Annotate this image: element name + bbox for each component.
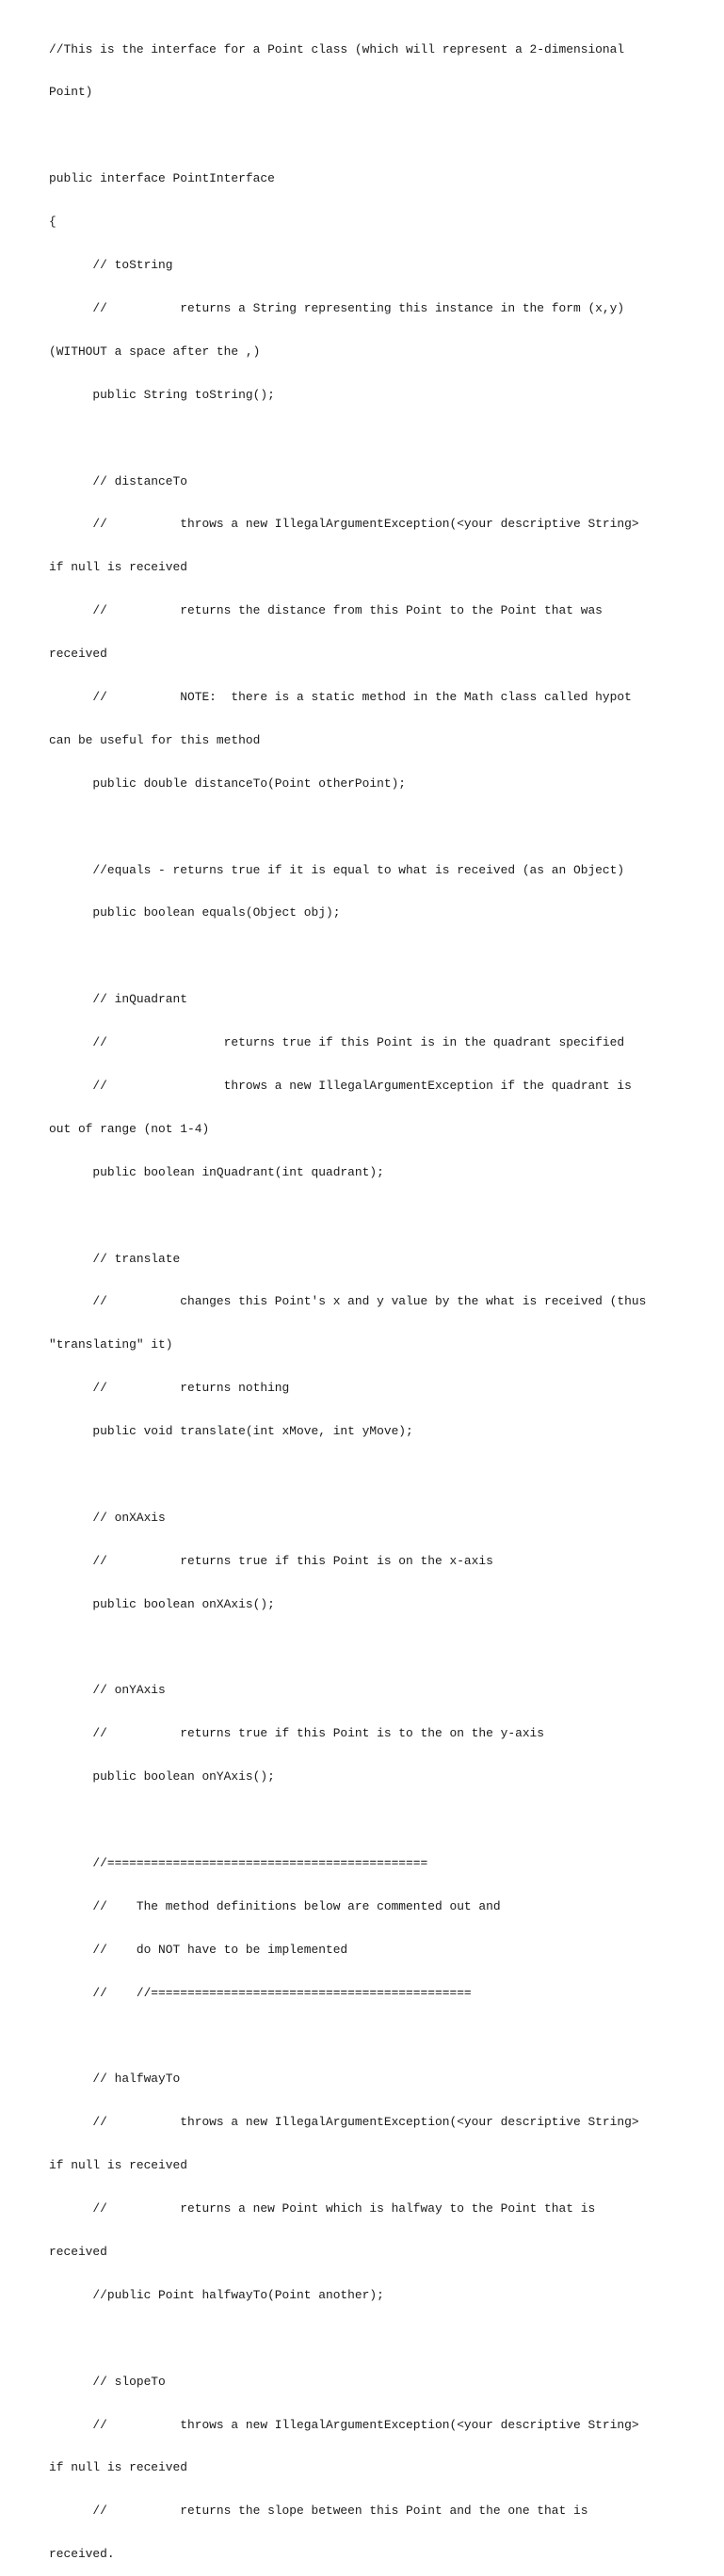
code-line: // throws a new IllegalArgumentException(<your descriptive String> [49, 517, 639, 532]
code-line: // toString [49, 258, 173, 273]
code-line [49, 2029, 708, 2043]
code-line: // onXAxis [49, 1510, 166, 1525]
code-line: public String toString(); [49, 387, 275, 402]
code-line: public boolean onYAxis(); [49, 1769, 275, 1784]
code-line: // returns true if this Point is to the on the y-axis [49, 1726, 545, 1741]
code-line: out of range (not 1-4) [49, 1121, 210, 1136]
code-line: // returns true if this Point is in the quadrant specified [49, 1035, 625, 1050]
code-line: can be useful for this method [49, 732, 261, 747]
code-line: received [49, 647, 107, 662]
code-line: //public Point halfwayTo(Point another); [49, 2287, 384, 2302]
code-line [49, 820, 708, 834]
code-line: public void translate(int xMove, int yMove); [49, 1424, 413, 1439]
code-line: Point) [49, 85, 93, 100]
code-line: // The method definitions below are commented out and [49, 1898, 501, 1913]
code-line: // onYAxis [49, 1683, 166, 1698]
code-line: // NOTE: there is a static method in the Math class called hypot [49, 689, 632, 704]
code-line: public double distanceTo(Point otherPoint); [49, 776, 407, 791]
code-line [49, 1640, 708, 1655]
code-line: //This is the interface for a Point class (which will represent a 2-dimensional [49, 41, 625, 56]
code-line: // slopeTo [49, 2374, 166, 2389]
code-line: // returns a new Point which is halfway to the Point that is [49, 2201, 596, 2216]
code-line: if null is received [49, 560, 187, 575]
code-line: // returns nothing [49, 1381, 290, 1396]
code-line [49, 2331, 708, 2345]
code-line [49, 1467, 708, 1481]
code-line: (WITHOUT a space after the ,) [49, 344, 261, 359]
code-line [49, 128, 708, 142]
code-line: // //============================================ [49, 1985, 472, 2000]
code-document [49, 13, 708, 2576]
code-line: //============================================ [49, 1856, 428, 1870]
code-line: public boolean equals(Object obj); [49, 905, 341, 920]
code-line: // returns true if this Point is on the x-axis [49, 1553, 493, 1568]
code-line: // returns a String representing this instance in the form (x,y) [49, 300, 625, 315]
code-line: // inQuadrant [49, 992, 187, 1007]
code-line [49, 1813, 708, 1827]
code-line: if null is received [49, 2158, 187, 2173]
code-line: // throws a new IllegalArgumentException if the quadrant is [49, 1078, 632, 1093]
code-line: public interface PointInterface [49, 171, 275, 186]
code-line: public boolean inQuadrant(int quadrant); [49, 1164, 384, 1179]
code-line: // changes this Point's x and y value by the what is received (thus [49, 1294, 647, 1309]
code-line: // do NOT have to be implemented [49, 1942, 348, 1957]
code-line: // translate [49, 1251, 181, 1266]
code-line: //equals - returns true if it is equal to what is received (as an Object) [49, 862, 625, 877]
code-line [49, 431, 708, 445]
code-line: if null is received [49, 2460, 187, 2475]
code-line: // throws a new IllegalArgumentException(<your descriptive String> [49, 2417, 639, 2432]
code-line: { [49, 215, 56, 230]
code-line: // throws a new IllegalArgumentException(<your descriptive String> [49, 2115, 639, 2130]
code-line: // returns the slope between this Point and the one that is [49, 2504, 588, 2519]
code-line: "translating" it) [49, 1337, 173, 1352]
code-line: // distanceTo [49, 473, 187, 488]
code-line: received [49, 2245, 107, 2260]
code-line [49, 1208, 708, 1223]
code-line: received. [49, 2547, 115, 2562]
code-line: // halfwayTo [49, 2072, 181, 2087]
code-line: public boolean onXAxis(); [49, 1596, 275, 1611]
code-line: // returns the distance from this Point to the Point that was [49, 603, 603, 618]
code-line [49, 949, 708, 963]
